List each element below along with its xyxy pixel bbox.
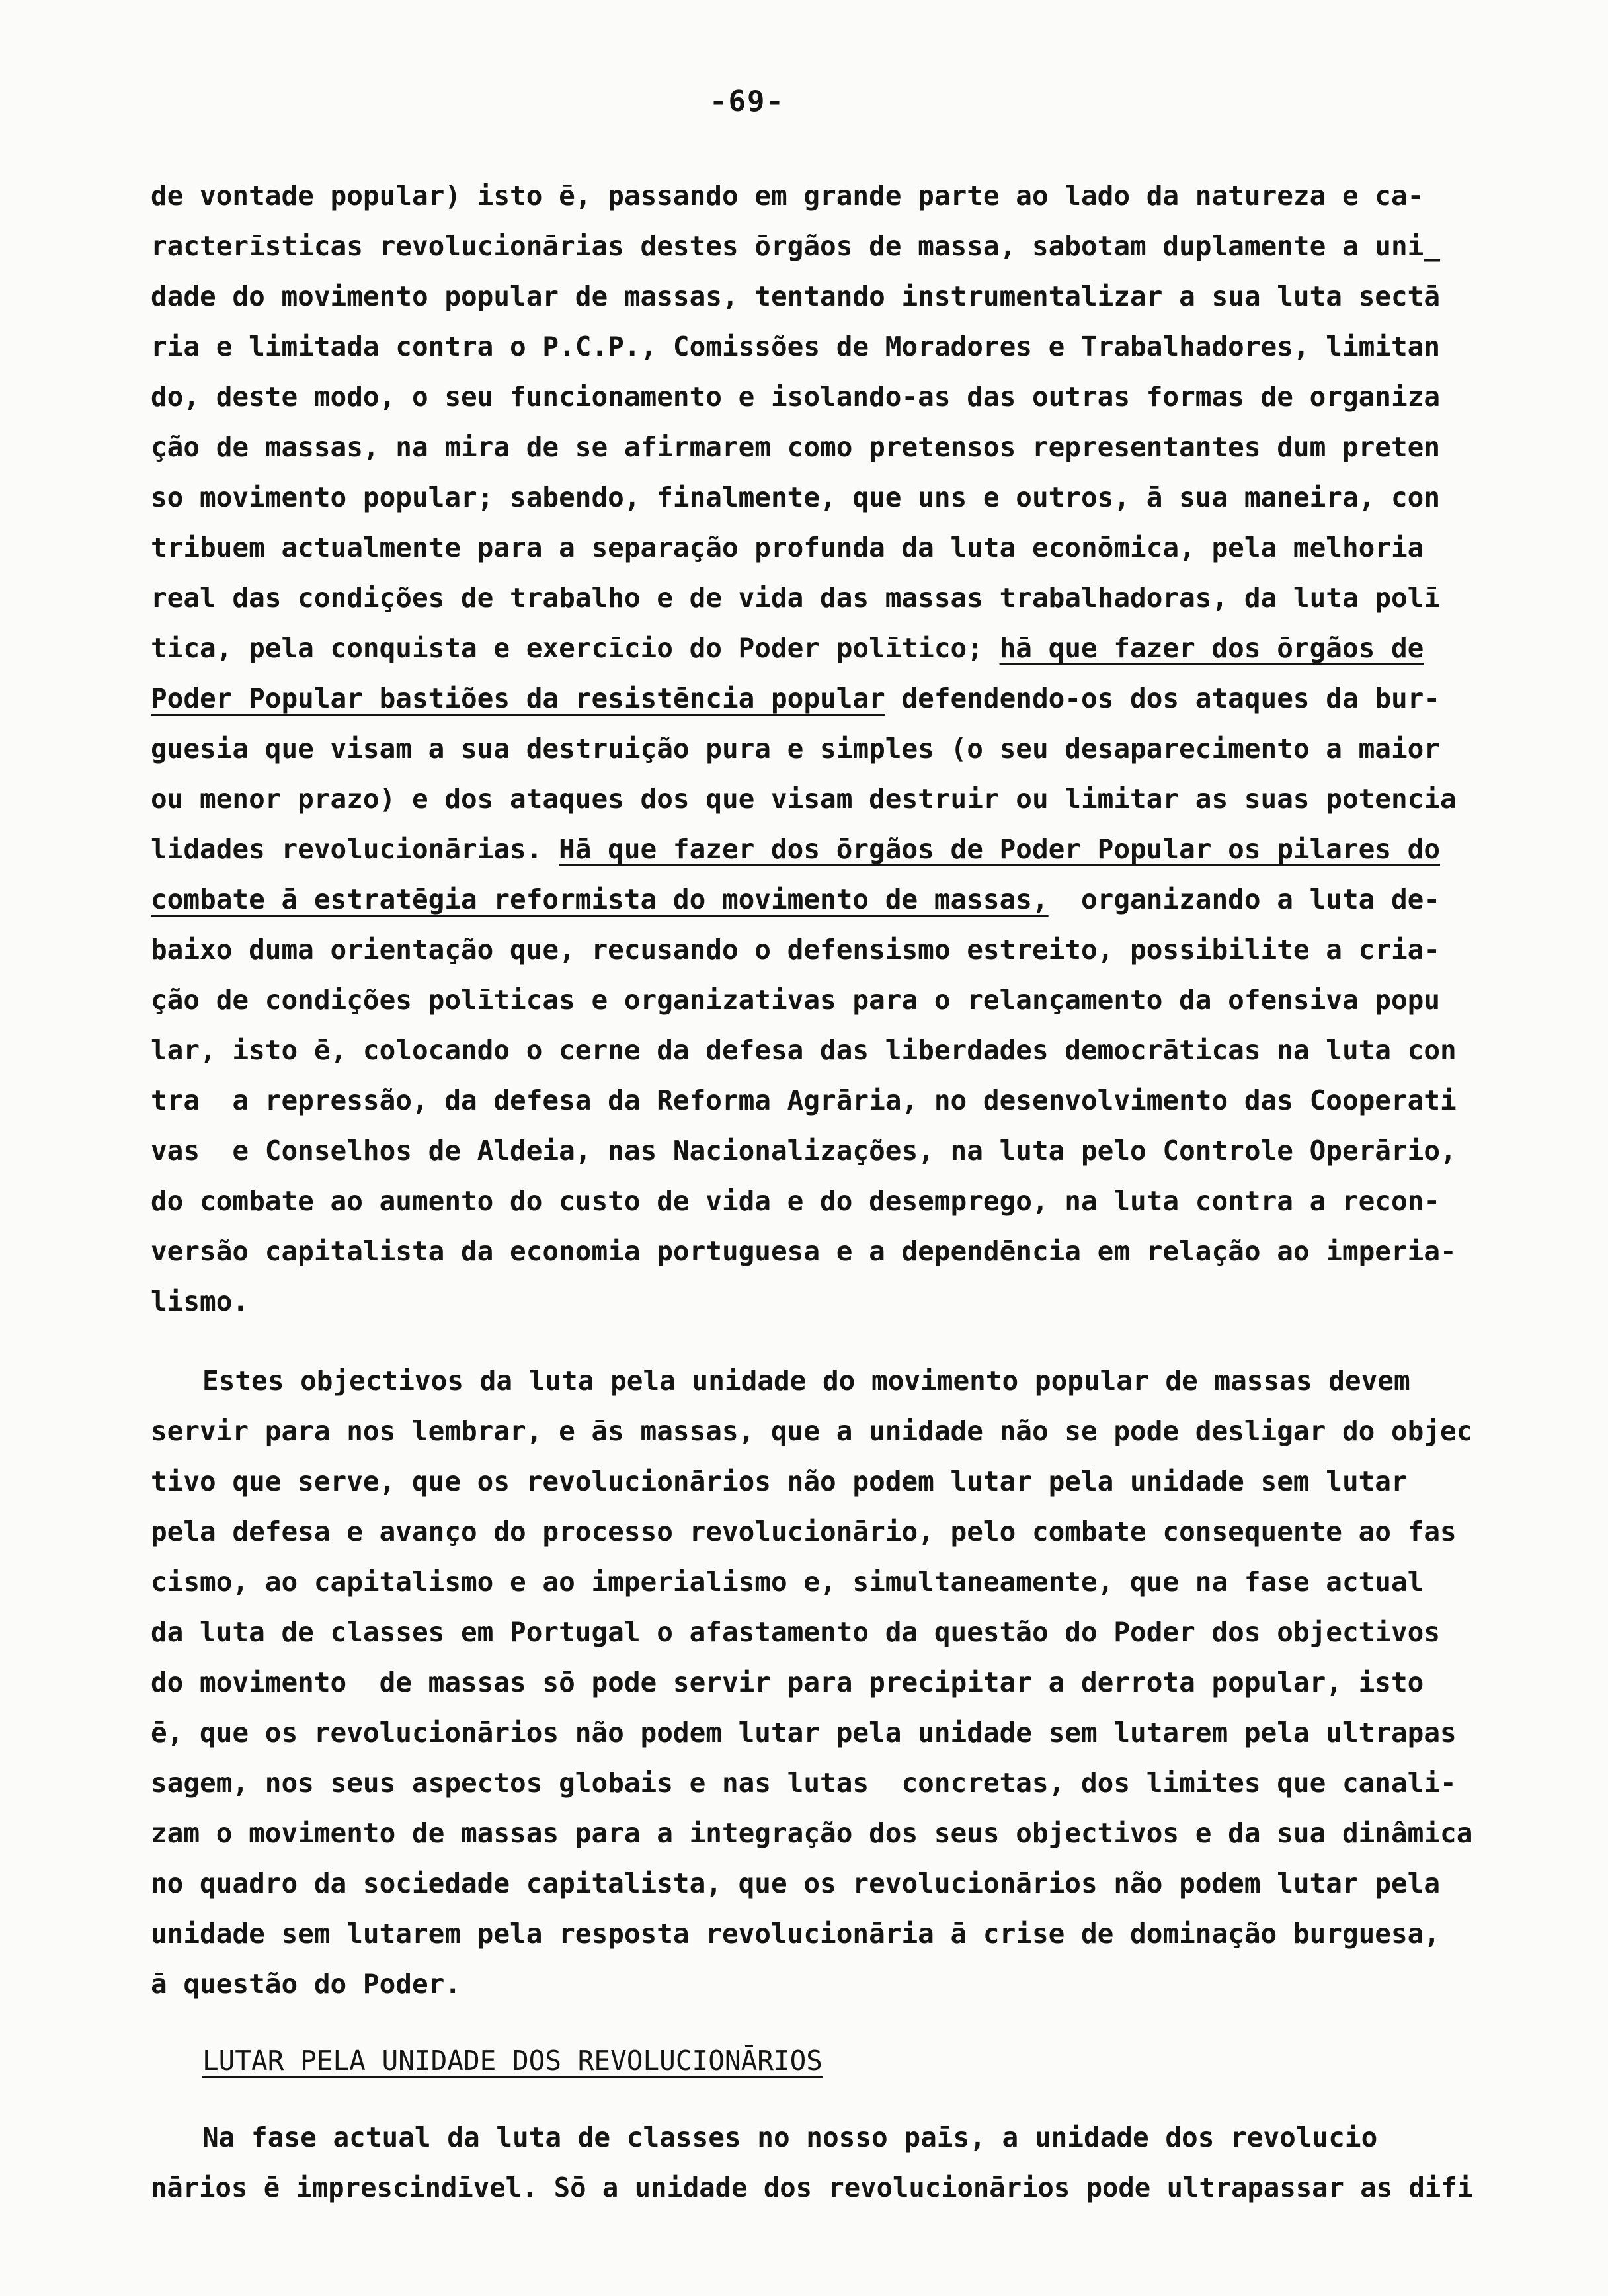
text-line: sagem, nos seus aspectos globais e nas lutas concretas, dos limites que canali- [151,1767,1457,1799]
text-line: nārios ē imprescindīvel. Sō a unidade dos revolucionārios pode ultrapassar as difi [151,2172,1474,2203]
text-line: versão capitalista da economia portuguesa e a dependēncia em relação ao imperia- [151,1235,1457,1267]
page-number: -69- [709,85,785,118]
text-line: ção de massas, na mira de se afirmarem como pretensos representantes dum preten [151,431,1441,463]
text-line: cismo, ao capitalismo e ao imperialismo e, simultaneamente, que na fase actual [151,1566,1424,1598]
text-line: tribuem actualmente para a separação profunda da luta econōmica, pela melhoria [151,532,1424,563]
text-line: so movimento popular; sabendo, finalmente, que uns e outros, ā sua maneira, con [151,481,1441,513]
text-line: ē, que os revolucionārios não podem lutar pela unidade sem lutarem pela ultrapas [151,1717,1457,1748]
text-line: ā questão do Poder. [151,1968,461,2000]
text-line: real das condições de trabalho e de vida das massas trabalhadoras, da luta polī [151,582,1441,614]
section-heading: LUTAR PELA UNIDADE DOS REVOLUCIONĀRIOS [202,2045,823,2076]
text-line: baixo duma orientação que, recusando o defensismo estreito, possibilite a cria- [151,934,1441,965]
text-line: dade do movimento popular de massas, tentando instrumentalizar a sua luta sectā [151,280,1441,312]
text-line: guesia que visam a sua destruição pura e simples (o seu desaparecimento a maior [151,733,1441,764]
text-line: no quadro da sociedade capitalista, que os revolucionārios não podem lutar pela [151,1867,1441,1899]
underlined-emphasis: Hā que fazer dos ōrgãos de Poder Popular os pilares do [559,833,1441,865]
underlined-emphasis: hā que fazer dos ōrgãos de [999,632,1424,664]
text-line: de vontade popular) isto ē, passando em grande parte ao lado da natureza e ca- [151,180,1424,212]
text-line: racterīsticas revolucionārias destes ōrgãos de massa, sabotam duplamente a uni_ [151,230,1441,262]
text-line: do combate ao aumento do custo de vida e do desemprego, na luta contra a recon- [151,1185,1441,1217]
text-line: tica, pela conquista e exercīcio do Poder polītico; hā que fazer dos ōrgãos de [151,632,1424,664]
text-line: vas e Conselhos de Aldeia, nas Nacionalizações, na luta pelo Controle Operārio, [151,1135,1457,1167]
text-line: do, deste modo, o seu funcionamento e isolando-as das outras formas de organiza [151,381,1441,413]
text-line: servir para nos lembrar, e ās massas, que a unidade não se pode desligar do objec [151,1415,1473,1447]
text-line: zam o movimento de massas para a integração dos seus objectivos e da sua dinâmica [151,1817,1473,1849]
text-line: lar, isto ē, colocando o cerne da defesa das liberdades democrāticas na luta con [151,1034,1457,1066]
text-line: tra a repressão, da defesa da Reforma Agrāria, no desenvolvimento das Cooperati [151,1085,1457,1116]
text-line: lismo. [151,1286,249,1317]
text-line: Poder Popular bastiões da resistēncia popular defendendo-os dos ataques da bur- [151,682,1441,714]
text-line: lidades revolucionārias. Hā que fazer dos ōrgãos de Poder Popular os pilares do [151,833,1441,865]
text-line: Na fase actual da luta de classes no nosso paīs, a unidade dos revolucio [202,2121,1378,2153]
text-line: unidade sem lutarem pela resposta revolucionāria ā crise de dominação burguesa, [151,1918,1441,1949]
text-line: combate ā estratēgia reformista do movimento de massas, organizando a luta de- [151,883,1441,915]
paragraph-1 [151,171,1473,2213]
text-line: da luta de classes em Portugal o afastamento da questão do Poder dos objectivos [151,1616,1441,1648]
underlined-emphasis: Poder Popular bastiões da resistēncia popular [151,682,885,714]
text-line: Estes objectivos da luta pela unidade do movimento popular de massas devem [202,1365,1410,1397]
text-line: ria e limitada contra o P.C.P., Comissões de Moradores e Trabalhadores, limitan [151,331,1441,362]
underlined-emphasis: combate ā estratēgia reformista do movimento de massas, [151,883,1049,915]
text-line: tivo que serve, que os revolucionārios não podem lutar pela unidade sem lutar [151,1465,1408,1497]
text-line: ção de condições polīticas e organizativas para o relançamento da ofensiva popu [151,984,1441,1016]
text-line: ou menor prazo) e dos ataques dos que visam destruir ou limitar as suas potencia [151,783,1457,815]
text-line: do movimento de massas sō pode servir para precipitar a derrota popular, isto [151,1666,1424,1698]
text-line: pela defesa e avanço do processo revolucionārio, pelo combate consequente ao fas [151,1516,1457,1547]
